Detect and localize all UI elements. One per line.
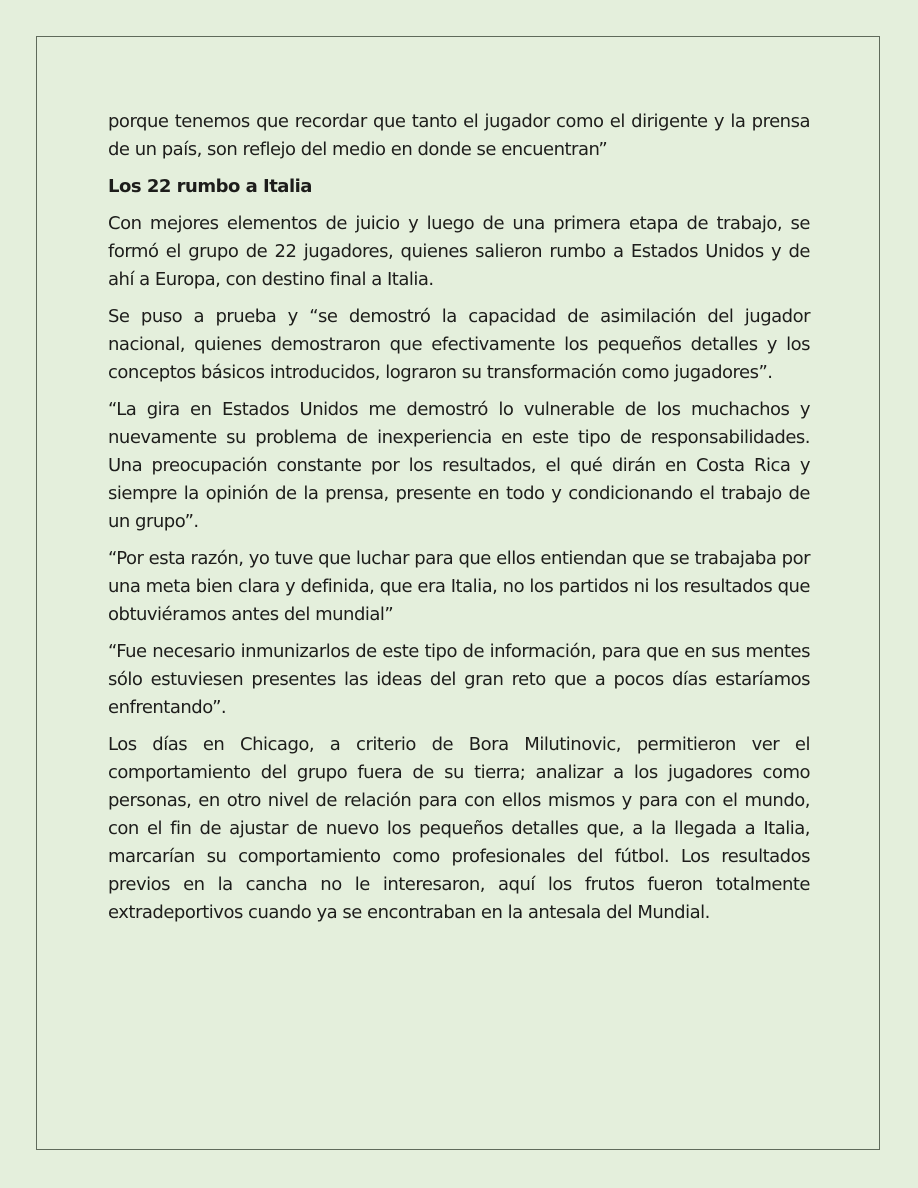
- paragraph-5: “Fue necesario inmunizarlos de este tipo de información, para que en sus mentes sólo estuviesen presentes las ideas del gran reto que a pocos días estaríamos enfrentando”.: [108, 641, 810, 718]
- document-body: [108, 108, 810, 936]
- paragraph-6: Los días en Chicago, a criterio de Bora Milutinovic, permitieron ver el comportamiento del grupo fuera de su tierra; analizar a los jugadores como personas, en otro nivel de relación para con ellos mismos y para con el mundo, con el fin de ajustar de nuevo los pequeños detalles que, a la llegada a Italia, marcarían su comportamiento como profesionales del fútbol. Los resultados previos en la cancha no le interesaron, aquí los frutos fueron totalmente extradeportivos cuando ya se encontraban en la antesala del Mundial.: [108, 734, 810, 923]
- paragraph-4: “Por esta razón, yo tuve que luchar para que ellos entiendan que se trabajaba por una meta bien clara y definida, que era Italia, no los partidos ni los resultados que obtuviéramos antes del mundial”: [108, 548, 810, 625]
- intro-paragraph: porque tenemos que recordar que tanto el jugador como el dirigente y la prensa de un país, son reflejo del medio en donde se encuentran”: [108, 111, 810, 160]
- paragraph-2: Se puso a prueba y “se demostró la capacidad de asimilación del jugador nacional, quienes demostraron que efectivamente los pequeños detalles y los conceptos básicos introducidos, lograron su transformación como jugadores”.: [108, 306, 810, 383]
- paragraph-3: “La gira en Estados Unidos me demostró lo vulnerable de los muchachos y nuevamente su problema de inexperiencia en este tipo de responsabilidades. Una preocupación constante por los resultados, el qué dirán en Costa Rica y siempre la opinión de la prensa, presente en todo y condicionando el trabajo de un grupo”.: [108, 399, 810, 532]
- paragraph-1: Con mejores elementos de juicio y luego de una primera etapa de trabajo, se formó el grupo de 22 jugadores, quienes salieron rumbo a Estados Unidos y de ahí a Europa, con destino final a Italia.: [108, 213, 810, 290]
- section-heading: Los 22 rumbo a Italia: [108, 176, 312, 197]
